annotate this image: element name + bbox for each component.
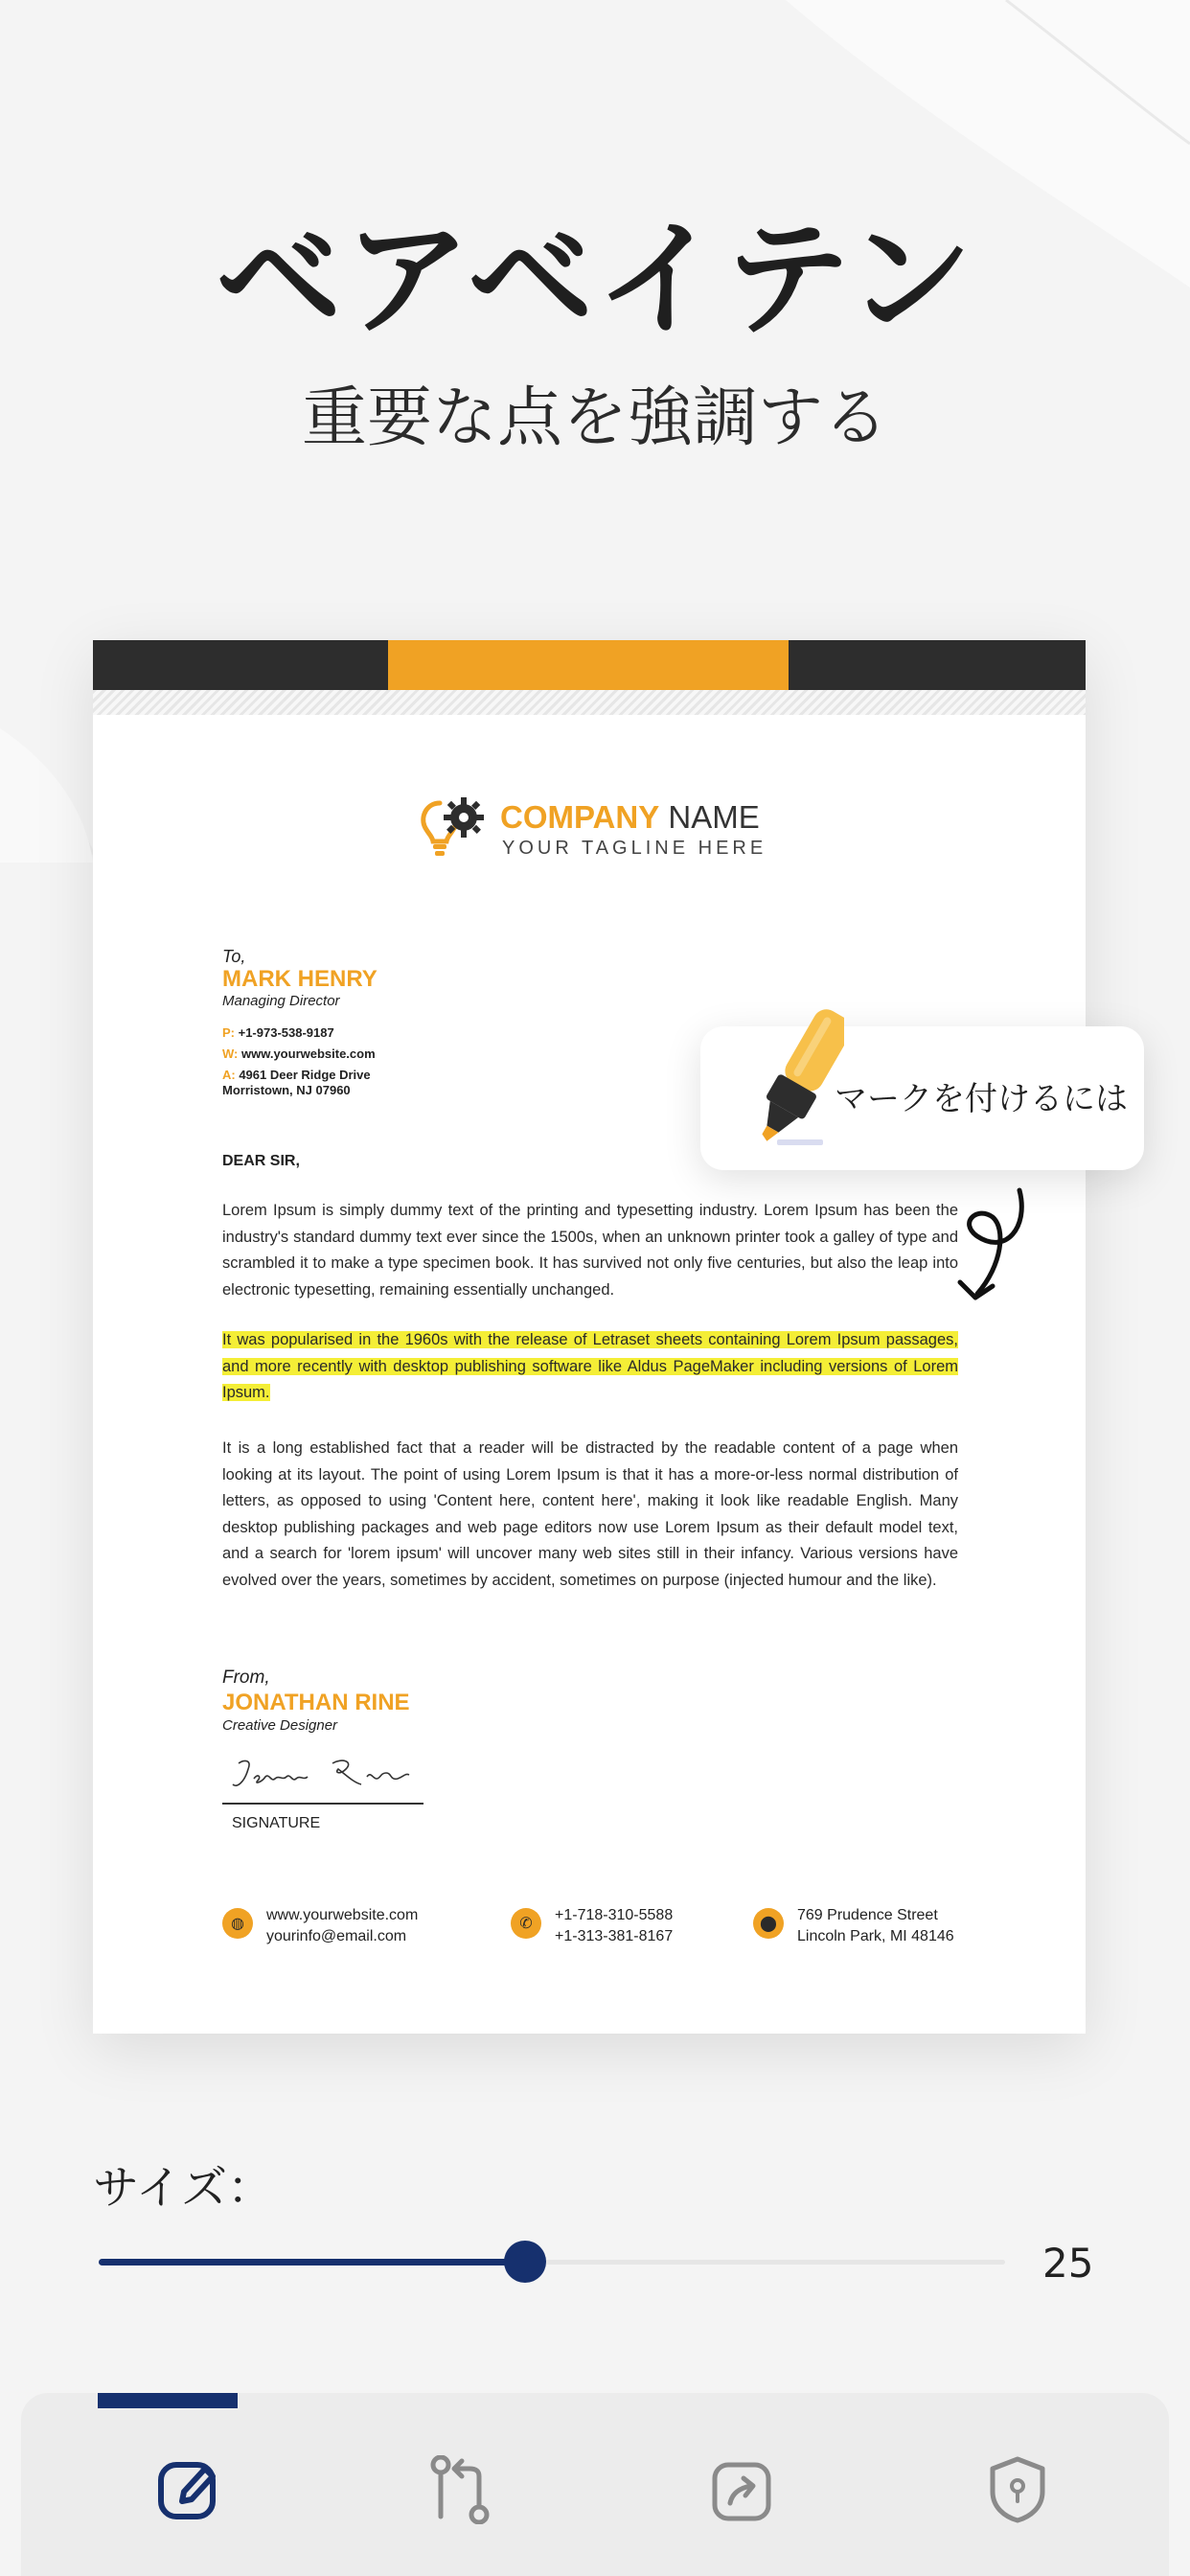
recipient-website: W: www.yourwebsite.com	[222, 1046, 376, 1061]
tab-share[interactable]	[688, 2446, 793, 2542]
sender-title: Creative Designer	[222, 1717, 338, 1734]
tab-compare[interactable]	[406, 2446, 512, 2542]
slider-fill	[99, 2259, 525, 2266]
phone-icon: ✆	[511, 1908, 541, 1939]
curly-arrow-icon	[939, 1179, 1035, 1346]
highlight-mark: It was popularised in the 1960s with the release of Letraset sheets containing Lorem Ipsum passages, and more recently with desktop publishing software like Aldus PageMaker including versions of Lorem Ipsum.	[222, 1331, 958, 1401]
location-pin-icon: ⬤	[753, 1908, 784, 1939]
salutation: DEAR SIR,	[222, 1153, 300, 1169]
hero-title: ベアベイテン	[215, 206, 975, 354]
body-paragraph-1: Lorem Ipsum is simply dummy text of the printing and typesetting industry. Lorem Ipsum has been the industry's standard dummy text ever since the 1500s, when an unknown printer took a galley of type and scrambled it to make a type specimen book. It has survived not only five centuries, but also the leap into electronic typesetting, remaining essentially unchanged.	[222, 1202, 958, 1299]
slider-thumb[interactable]	[504, 2241, 546, 2283]
recipient-phone: P: +1-973-538-9187	[222, 1025, 334, 1040]
recipient-name: MARK HENRY	[222, 966, 378, 992]
letter-document[interactable]	[93, 640, 1086, 2034]
hero-subtitle: 重要な点を強調する	[301, 380, 888, 456]
highlighter-marker-icon	[739, 996, 844, 1154]
size-value: 25	[1042, 2240, 1094, 2287]
highlight-tooltip	[700, 1026, 1144, 1170]
tooltip-text: マークを付けるには	[835, 1080, 1128, 1118]
active-tab-indicator	[98, 2393, 238, 2408]
signature-line	[222, 1803, 423, 1805]
size-label: サイズ：	[93, 2161, 274, 2215]
footer-web-text: www.yourwebsite.com yourinfo@email.com	[266, 1907, 419, 1944]
highlighted-paragraph[interactable]	[222, 1327, 958, 1407]
share-export-icon	[709, 2455, 774, 2524]
to-label: To,	[222, 947, 246, 966]
shield-lock-icon	[985, 2455, 1050, 2524]
recipient-city: Morristown, NJ 07960	[222, 1083, 351, 1097]
globe-icon: ◍	[222, 1908, 253, 1939]
company-name: COMPANY NAME	[500, 799, 760, 835]
footer-phone-text: +1-718-310-5588 +1-313-381-8167	[555, 1907, 674, 1944]
signature-label: SIGNATURE	[232, 1815, 321, 1831]
tab-edit[interactable]	[134, 2446, 240, 2542]
edit-pen-icon	[155, 2455, 220, 2524]
body-paragraph-3: It is a long established fact that a reader will be distracted by the readable content of a page when looking at its layout. The point of using Lorem Ipsum is that it has a more-or-less normal distribution of letters, as opposed to using 'Content here, content here', making it look like readable English. Many desktop publishing packages and web page editors now use Lorem Ipsum as their default model text, and a search for 'lorem ipsum' will uncover many web sites still in their infancy. Various versions have evolved over the years, sometimes by accident, sometimes on purpose (injected humour and the like).	[222, 1439, 958, 1589]
sender-name: JONATHAN RINE	[222, 1690, 410, 1715]
from-label: From,	[222, 1668, 270, 1688]
compare-swap-icon	[427, 2455, 492, 2524]
company-logo	[419, 794, 767, 870]
footer-address-text: 769 Prudence Street Lincoln Park, MI 48146	[797, 1907, 954, 1944]
lightbulb-gear-icon	[419, 794, 495, 870]
company-tagline: YOUR TAGLINE HERE	[502, 838, 767, 859]
recipient-title: Managing Director	[222, 993, 340, 1009]
tab-security[interactable]	[964, 2446, 1069, 2542]
size-slider[interactable]	[99, 2242, 1005, 2281]
recipient-address: A: 4961 Deer Ridge Drive	[222, 1068, 371, 1082]
letterhead-hatch-strip	[93, 690, 1086, 715]
handwritten-signature	[227, 1750, 419, 1802]
letterhead-accent-bar	[388, 640, 789, 690]
